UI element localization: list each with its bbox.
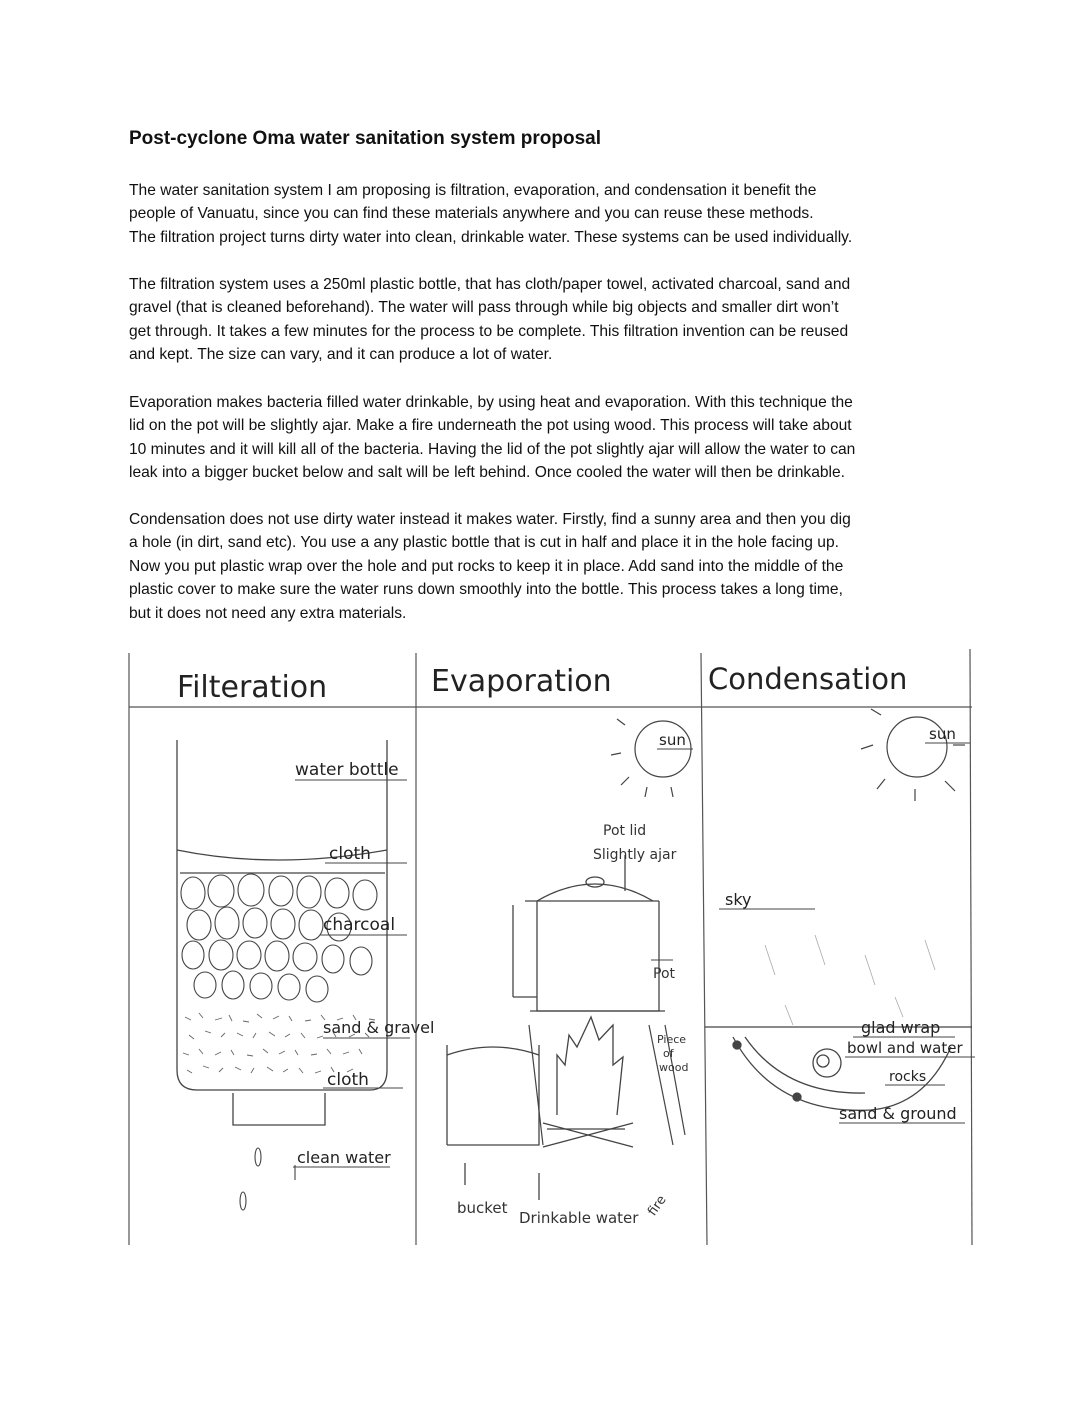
label-slightly-ajar: Slightly ajar — [593, 847, 677, 863]
text-line: Now you put plastic wrap over the hole and put rocks to keep it in place. Add sand into the middle of the — [129, 557, 844, 575]
label-pot: Pot — [653, 966, 675, 982]
label-cloth-bottom: cloth — [327, 1070, 369, 1090]
text-line: plastic cover to make sure the water runs down smoothly into the bottle. This process takes a long time, — [129, 581, 843, 599]
label-drinkable-water: Drinkable water — [519, 1209, 639, 1227]
pot-drawing — [513, 855, 665, 1011]
text-line: The filtration system uses a 250ml plastic bottle, that has cloth/paper towel, activated charcoal, sand and — [129, 276, 851, 293]
text-line: lid on the pot will be slightly ajar. Make a fire underneath the pot using wood. This process will take about — [129, 417, 852, 435]
label-of: of — [663, 1047, 674, 1060]
text-line: and kept. The size can vary, and it can produce a lot of water. — [129, 346, 553, 364]
label-cloth-top: cloth — [329, 844, 371, 864]
label-bowl-and-water: bowl and water — [847, 1039, 963, 1057]
label-sand-ground: sand & ground — [839, 1104, 957, 1123]
document-title: Post-cyclone Oma water sanitation system proposal — [129, 128, 601, 149]
text-line: people of Vanuatu, since you can find these materials anywhere and you can reuse these methods. — [129, 205, 814, 223]
text-line: Condensation does not use dirty water instead it makes water. Firstly, find a sunny area and then you dig — [129, 511, 851, 528]
label-sand-gravel: sand & gravel — [323, 1018, 435, 1037]
text-line: but it does not need any extra materials. — [129, 604, 407, 622]
text-line: The filtration project turns dirty water into clean, drinkable water. These systems can be used individually. — [129, 228, 853, 246]
rain-strokes — [765, 935, 935, 1025]
label-charcoal: charcoal — [323, 915, 396, 935]
label-piece: Piece — [657, 1033, 687, 1046]
hand-drawn-sketch — [125, 645, 977, 1250]
text-line: get through. It takes a few minutes for the process to be complete. This filtration invention can be reused — [129, 322, 849, 340]
text-line: Evaporation makes bacteria filled water drinkable, by using heat and evaporation. With this technique the — [129, 394, 853, 411]
label-glad-wrap: glad wrap — [861, 1018, 941, 1037]
label-rocks: rocks — [889, 1069, 927, 1085]
label-bucket: bucket — [457, 1199, 508, 1217]
paragraph-filtration — [129, 273, 969, 367]
label-water-bottle: water bottle — [295, 760, 399, 780]
label-wood: wood — [659, 1061, 689, 1074]
fire-drawing — [543, 1017, 633, 1147]
header-condensation: Condensation — [708, 662, 908, 696]
sun-icon — [861, 709, 965, 801]
text-line: a hole (in dirt, sand etc). You use a any plastic bottle that is cut in half and place it in the hole facing up. — [129, 534, 839, 552]
label-fire: fire — [645, 1192, 670, 1219]
charcoal-stones — [181, 874, 377, 1002]
paragraph-condensation — [129, 508, 969, 625]
header-evaporation: Evaporation — [431, 664, 612, 699]
label-sun-condensation: sun — [929, 725, 956, 743]
text-line: The water sanitation system I am proposing is filtration, evaporation, and condensation it benefit the — [129, 182, 817, 199]
paragraph-evaporation — [129, 391, 969, 485]
label-sun-evaporation: sun — [659, 731, 686, 749]
text-line: gravel (that is cleaned beforehand). The water will pass through while big objects and smaller dirt won’t — [129, 299, 839, 317]
text-line: 10 minutes and it will kill all of the bacteria. Having the lid of the pot slightly ajar will allow the water to can — [129, 440, 856, 458]
label-sky: sky — [725, 890, 752, 909]
label-pot-lid: Pot lid — [603, 823, 647, 839]
label-clean-water: clean water — [297, 1148, 391, 1167]
bucket-drawing — [447, 1045, 539, 1200]
text-line: leak into a bigger bucket below and salt will be left behind. Once cooled the water will then be drinkable. — [129, 464, 846, 482]
header-filtration: Filteration — [177, 670, 328, 705]
paragraph-intro — [129, 179, 969, 249]
